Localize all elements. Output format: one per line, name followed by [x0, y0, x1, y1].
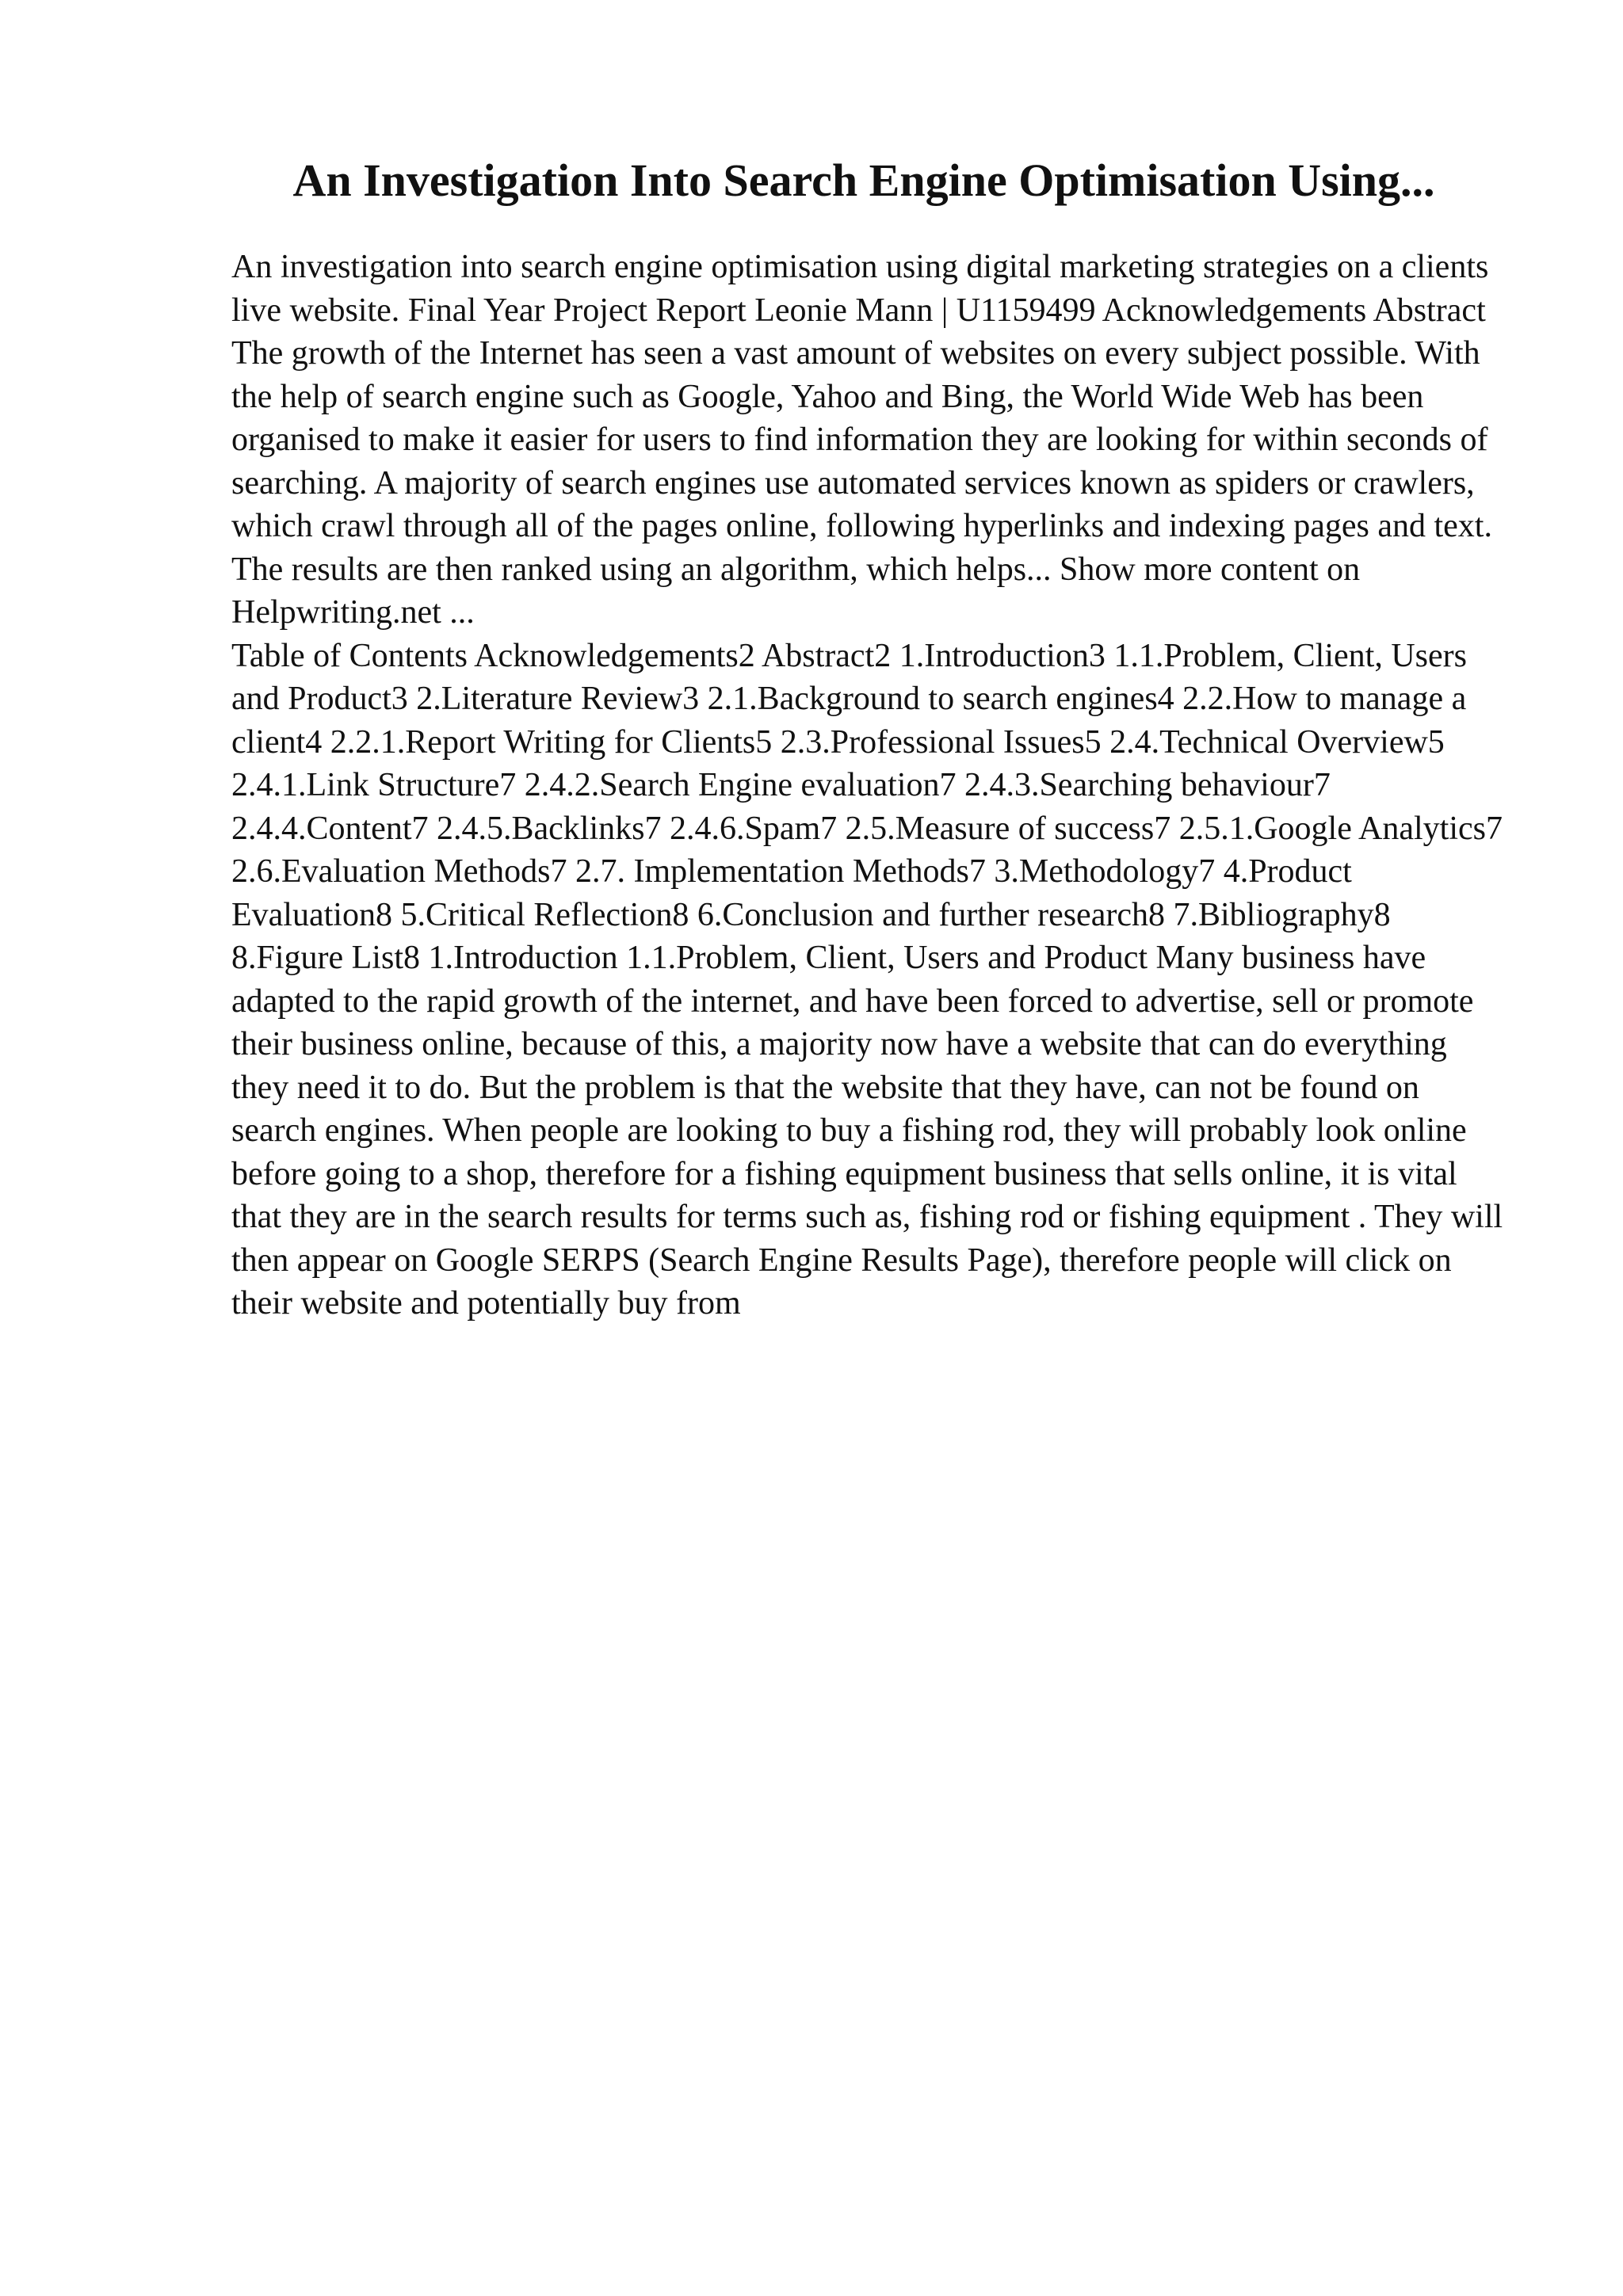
document-title: An Investigation Into Search Engine Optimisation Using... [292, 154, 1435, 206]
document-body [231, 246, 1507, 1325]
body-paragraph-intro: An investigation into search engine optimisation using digital marketing strategies on a clients live website. Final Year Project Report Leonie Mann | U1159499 Acknowledgements Abstract The growth of the Internet has seen a vast amount of websites on every subject possible. With the help of search engine such as Google, Yahoo and Bing, the World Wide Web has been organised to make it easier for users to find information they are looking for within seconds of searching. A majority of search engines use automated services known as spiders or crawlers, which crawl through all of the pages online, following hyperlinks and indexing pages and text. The results are then ranked using an algorithm, which helps... Show more content on Helpwriting.net ... [231, 249, 1492, 631]
body-paragraph-contents: Table of Contents Acknowledgements2 Abstract2 1.Introduction3 1.1.Problem, Client, Users and Product3 2.Literature Review3 2.1.Background to search engines4 2.2.How to manage a client4 2.2.1.Report Writing for Clients5 2.3.Professional Issues5 2.4.Technical Overview5 2.4.1.Link Structure7 2.4.2.Search Engine evaluation7 2.4.3.Searching behaviour7 2.4.4.Content7 2.4.5.Backlinks7 2.4.6.Spam7 2.5.Measure of success7 2.5.1.Google Analytics7 2.6.Evaluation Methods7 2.7. Implementation Methods7 3.Methodology7 4.Product Evaluation8 5.Critical Reflection8 6.Conclusion and further research8 7.Bibliography8 8.Figure List8 1.Introduction 1.1.Problem, Client, Users and Product Many business have adapted to the rapid growth of the internet, and have been forced to advertise, sell or promote their business online, because of this, a majority now have a website that can do everything they need it to do. But the problem is that the website that they have, can not be found on search engines. When people are looking to buy a fishing rod, they will probably look online before going to a shop, therefore for a fishing equipment business that sells online, it is vital that they are in the search results for terms such as, fishing rod or fishing equipment . They will then appear on Google SERPS (Search Engine Results Page), therefore people will click on their website and potentially buy from [231, 637, 1503, 1322]
